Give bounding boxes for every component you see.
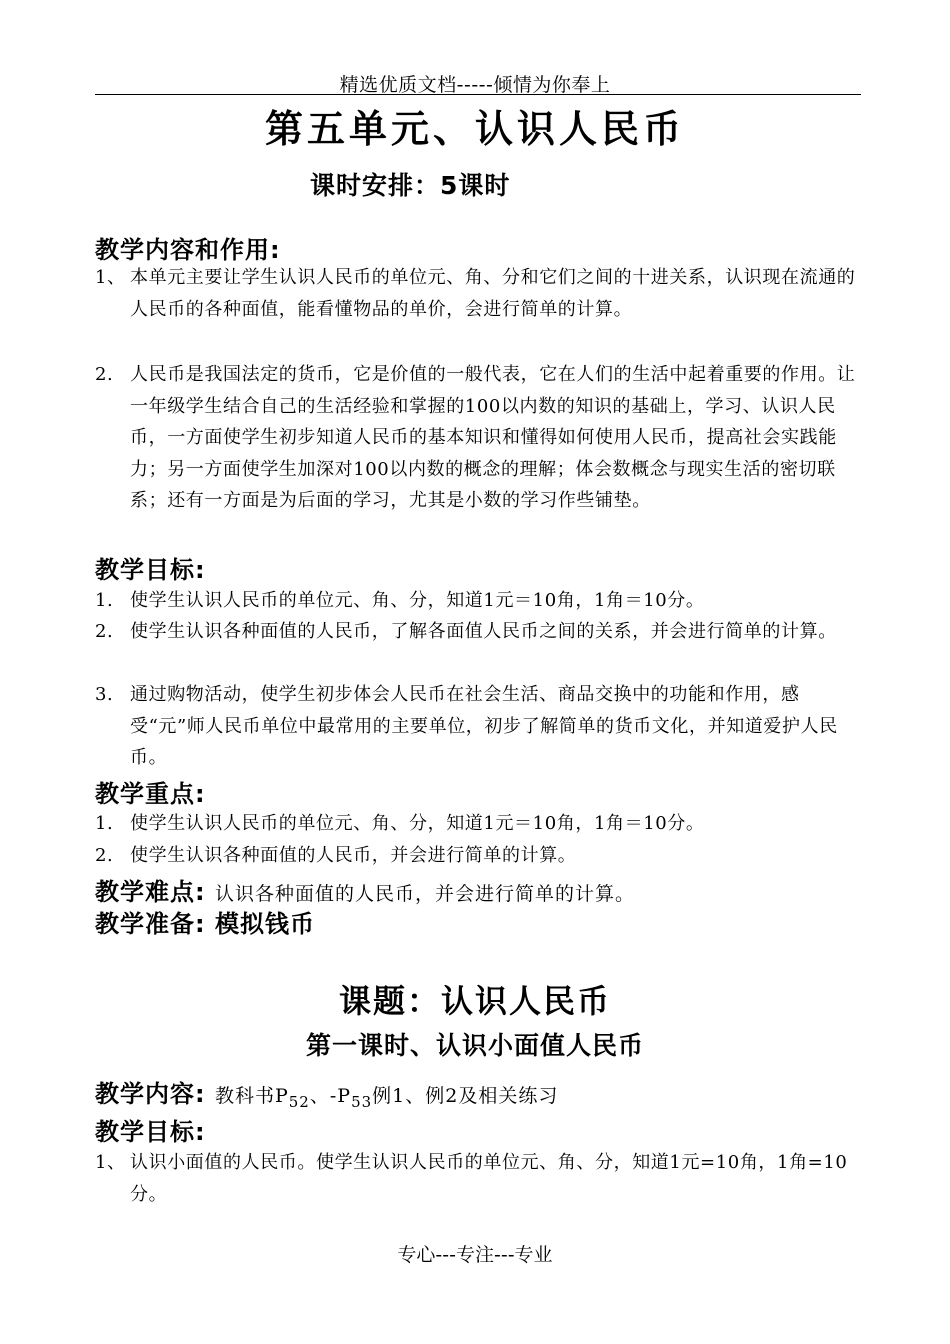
item-number: 1.: [95, 813, 114, 834]
item-text: 通过购物活动，使学生初步体会人民币在社会生活、商品交换中的功能和作用，感受“元”师人民币单位中最常用的主要单位，初步了解简单的货币文化，并知道爱护人民币。: [130, 684, 838, 768]
unit-title: 第五单元、认识人民币: [264, 107, 685, 151]
preparation-text: 模拟钱币: [214, 910, 315, 938]
lesson-schedule: 课时安排：5课时: [310, 171, 511, 200]
difficulty-label: 教学难点:: [95, 878, 206, 906]
content-item-1: [95, 262, 861, 325]
content-heading: 教学内容和作用:: [95, 236, 281, 264]
lesson-content-text: 教科书$P_{52}$、$-P_{53}$例1、例2及相关练习: [214, 1085, 559, 1111]
item-text: 使学生认识人民币的单位元、角、分，知道1元＝10角，1角＝10分。: [130, 813, 705, 834]
lesson-goal-item-1: [95, 1147, 861, 1210]
key-item-1: [95, 808, 861, 840]
lesson-goals-heading: 教学目标:: [95, 1118, 206, 1146]
item-number: 2.: [95, 364, 114, 385]
page-header: 精选优质文档-----倾情为你奉上: [339, 74, 611, 96]
difficulty-line: [95, 872, 635, 907]
lesson-content-label: 教学内容:: [95, 1080, 206, 1108]
item-number: 3.: [95, 684, 114, 705]
item-text: 本单元主要让学生认识人民币的单位元、角、分和它们之间的十进关系，认识现在流通的人民币的各种面值，能看懂物品的单价，会进行简单的计算。: [130, 267, 856, 320]
preparation-label: 教学准备:: [95, 910, 206, 938]
goal-item-1: [95, 585, 861, 617]
content-item-2: [95, 359, 861, 517]
item-number: 1、: [95, 1152, 126, 1173]
lesson-period: 第一课时、认识小面值人民币: [305, 1031, 644, 1060]
lesson-topic: 课题：认识人民币: [338, 982, 611, 1020]
lesson-content-line: [95, 1074, 558, 1111]
item-number: 2.: [95, 845, 114, 866]
item-text: 认识小面值的人民币。使学生认识人民币的单位元、角、分，知道1元=10角，1角=10分。: [130, 1152, 848, 1205]
key-points-heading: 教学重点:: [95, 780, 206, 808]
item-number: 2.: [95, 621, 114, 642]
preparation-line: [95, 904, 315, 939]
key-item-2: [95, 840, 861, 872]
item-number: 1.: [95, 590, 114, 611]
page-footer: 专心---专注---专业: [397, 1244, 553, 1266]
difficulty-text: 认识各种面值的人民币，并会进行简单的计算。: [214, 883, 635, 905]
item-text: 使学生认识各种面值的人民币，了解各面值人民币之间的关系，并会进行简单的计算。: [130, 621, 837, 642]
item-text: 人民币是我国法定的货币，它是价值的一般代表，它在人们的生活中起着重要的作用。让一年级学生结合自己的生活经验和掌握的100以内数的知识的基础上，学习、认识人民币，一方面使学生初步知道人民币的基本知识和懂得如何使用人民币，提高社会实践能力；另一方面使学生加深对100以内数的概念的理解；体会数概念与现实生活的密切联系；还有一方面是为后面的学习，尤其是小数的学习作些铺垫。: [130, 364, 856, 511]
item-text: 使学生认识人民币的单位元、角、分，知道1元＝10角，1角＝10分。: [130, 590, 705, 611]
goals-heading: 教学目标:: [95, 556, 206, 584]
goal-item-3: [95, 679, 861, 774]
item-number: 1、: [95, 267, 126, 288]
goal-item-2: [95, 616, 861, 648]
header-divider: [95, 94, 861, 95]
item-text: 使学生认识各种面值的人民币，并会进行简单的计算。: [130, 845, 577, 866]
